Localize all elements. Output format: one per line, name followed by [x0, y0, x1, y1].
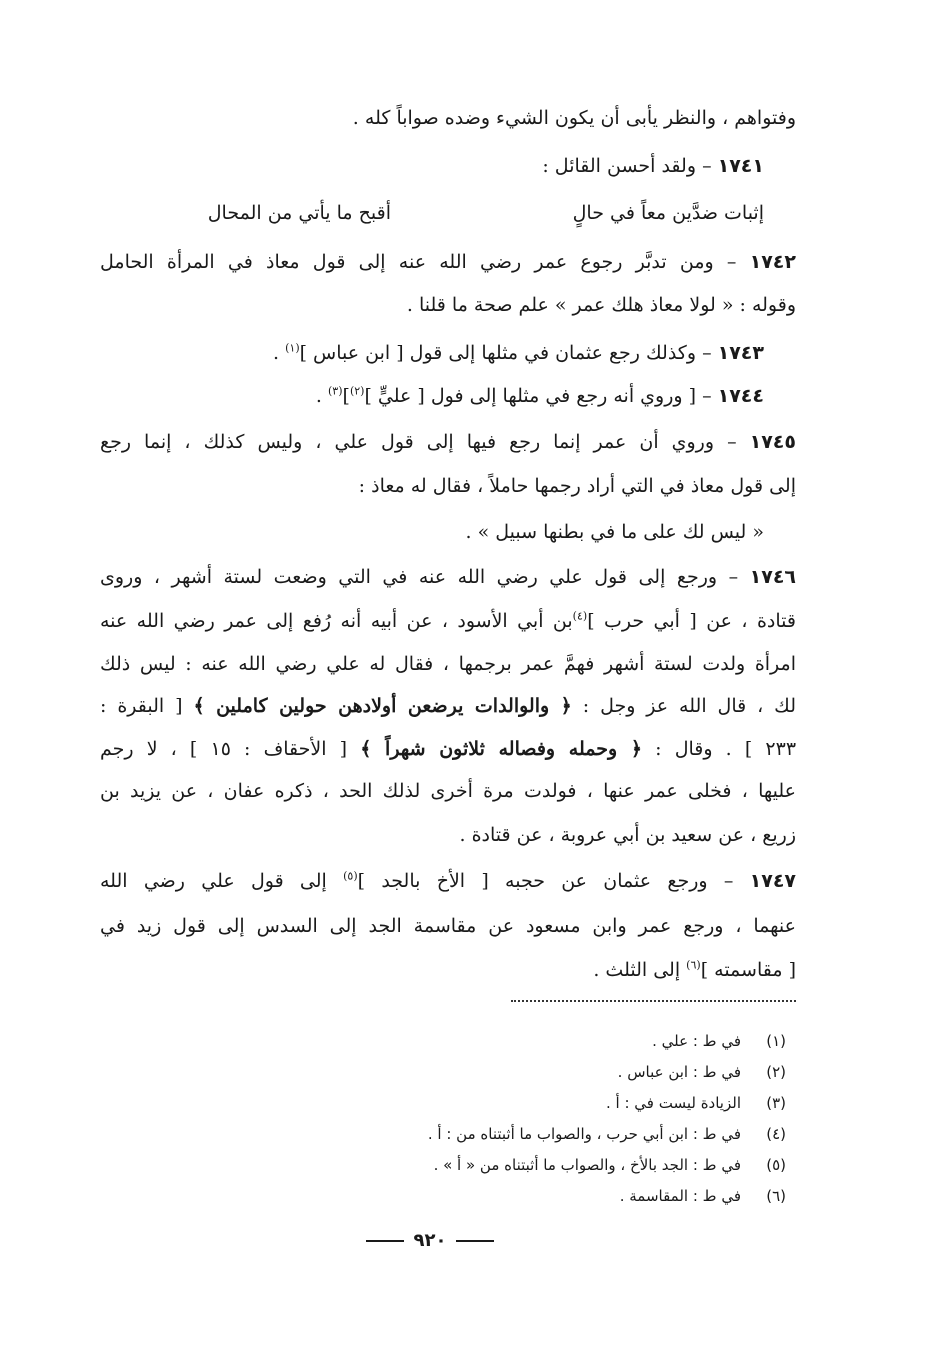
text-line: قتادة ، عن [ أبي حرب ]$^{(٤)}$بن أبي الأسود ، عن أبيه أنه رُفع إلى عمر رضي الله عنه	[100, 609, 796, 632]
footnote-item: (٦)في ط : المقاسمة .	[619, 1187, 786, 1205]
verse-first-hemistich: إثبات ضدَّين معاً في حالٍ	[572, 202, 764, 224]
footnote-ref: (٤)	[572, 609, 588, 623]
paragraph-number: ١٧٤٧	[749, 870, 796, 892]
page-number: ٩٢٠	[0, 1230, 860, 1251]
paragraph-number: ١٧٤١	[717, 155, 764, 177]
footnote-ref: (٥)	[343, 869, 358, 883]
text-line: وقوله : « لولا معاذ هلك عمر » علم صحة ما قلنا .	[406, 294, 796, 316]
text-line: وفتواهم ، والنظر يأبى أن يكون الشيء وضده صواباً كله .	[352, 107, 796, 129]
text-line: عنهما ، ورجع عمر وابن مسعود عن مقاسمة الجد إلى السدس إلى قول زيد في	[100, 915, 796, 937]
footnote-ref: (٢)	[349, 384, 365, 398]
footnote-ref: (١)	[285, 341, 300, 355]
footnote-item: (٣)الزيادة ليست في : أ .	[605, 1094, 786, 1112]
paragraph-1746: ١٧٤٦ – ورجع إلى قول علي رضي الله عنه في التي وضعت لستة أشهر ، وروى	[100, 566, 796, 588]
quran-verse: ﴿ وحمله وفصاله ثلاثون شهراً ﴾	[360, 738, 643, 760]
paragraph-number: ١٧٤٥	[749, 431, 796, 453]
paragraph-number: ١٧٤٢	[749, 251, 796, 273]
paragraph-1742: ١٧٤٢ – ومن تدبَّر رجوع عمر رضي الله عنه إلى قول معاذ في المرأة الحامل	[100, 251, 796, 273]
footnote-item: (٤)في ط : ابن أبي حرب ، والصواب ما أثبتناه من : أ .	[427, 1125, 786, 1143]
footnote-item: (٢)في ط : ابن عباس .	[617, 1063, 786, 1081]
text-line: لك ، قال الله عز وجل : ﴿ والوالدات يرضعن أولادهن حولين كاملين ﴾ [ البقرة :	[100, 695, 796, 717]
footnote-ref: (٣)	[328, 384, 343, 398]
text-line: عليها ، فخلى عمر عنها ، فولدت مرة أخرى لذلك الحد ، ذكره عفان ، عن يزيد بن	[100, 780, 796, 802]
text-line: امرأة ولدت لستة أشهر فهمَّ عمر برجمها ، فقال له علي رضي الله عنه : ليس ذلك	[100, 653, 796, 675]
quran-verse: ﴿ والوالدات يرضعن أولادهن حولين كاملين ﴾	[193, 695, 572, 717]
paragraph-1741: ١٧٤١ – ولقد أحسن القائل :	[542, 155, 764, 177]
paragraph-number: ١٧٤٤	[717, 385, 764, 407]
paragraph-1744: ١٧٤٤ – [ وروي أنه رجع في مثلها إلى فول [ عليٍّ ]$^{(٢)}$]$^{(٣)}$ .	[315, 384, 764, 407]
footnote-ref: (٦)	[686, 958, 701, 972]
verse-second-hemistich: أقبح ما يأتي من المحال	[207, 202, 391, 224]
paragraph-1745: ١٧٤٥ – وروي أن عمر إنما رجع فيها إلى قول علي ، وليس كذلك ، إنما رجع	[100, 431, 796, 453]
paragraph-1743: ١٧٤٣ – وكذلك رجع عثمان في مثلها إلى قول [ ابن عباس ]$^{(١)}$ .	[273, 341, 764, 364]
text-line: ٢٣٣ ] . وقال : ﴿ وحمله وفصاله ثلاثون شهراً ﴾ [ الأحقاف : ١٥ ] ، لا رجم	[100, 738, 796, 760]
footnote-separator	[511, 1000, 796, 1002]
text-line: إلى قول معاذ في التي أراد رجمها حاملاً ، فقال له معاذ :	[358, 475, 796, 497]
footnote-item: (١)في ط : علي .	[652, 1032, 786, 1050]
text-line: زريع ، عن سعيد بن أبي عروبة ، عن قتادة .	[459, 824, 796, 846]
footnote-item: (٥)في ط : الجد بالأخ ، والصواب ما أثبتناه من « أ » .	[433, 1156, 786, 1174]
dash-right	[456, 1240, 494, 1242]
text-line: [ مقاسمته ]$^{(٦)}$ إلى الثلث .	[593, 958, 796, 981]
paragraph-number: ١٧٤٣	[717, 342, 764, 364]
dash-left	[366, 1240, 404, 1242]
paragraph-1747: ١٧٤٧ – ورجع عثمان عن حجبه [ الأخ بالجد ]$^{(٥)}$ إلى قول علي رضي الله	[100, 869, 796, 892]
quote-line: « ليس لك على ما في بطنها سبيل » .	[465, 521, 764, 543]
paragraph-number: ١٧٤٦	[749, 566, 796, 588]
